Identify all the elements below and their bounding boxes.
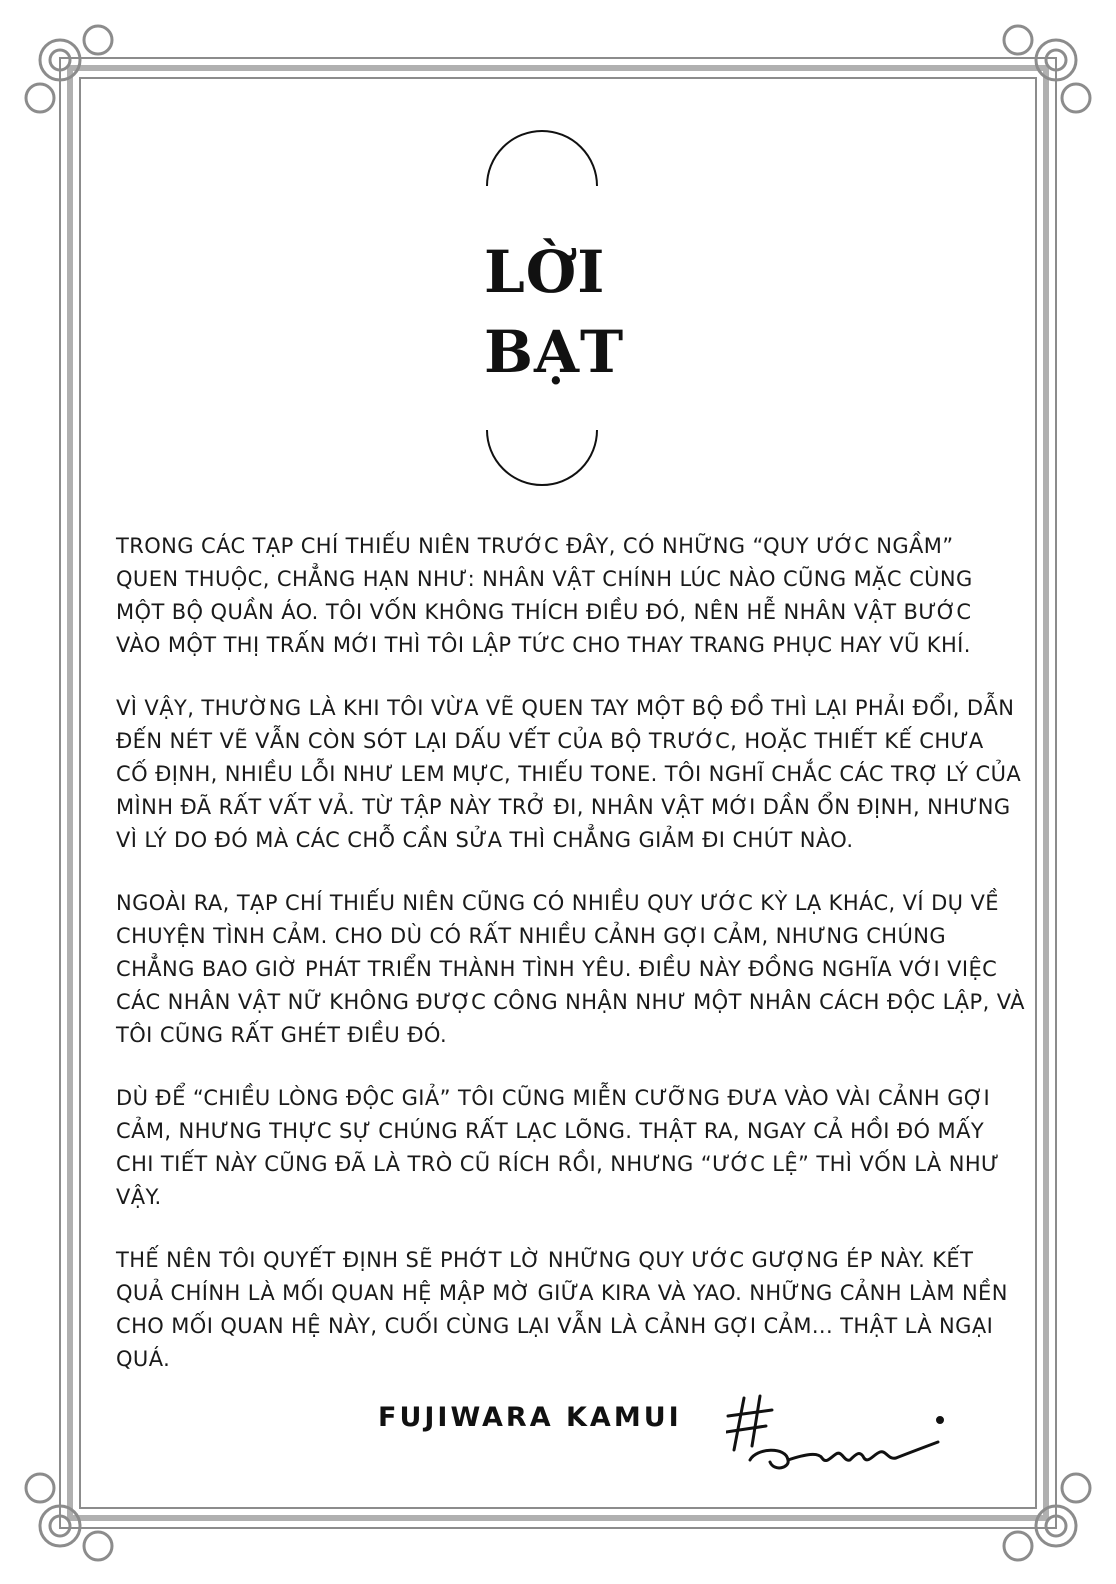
text-line: QUÁ.	[116, 1347, 171, 1371]
text-line: CHI TIẾT NÀY CŨNG ĐÃ LÀ TRÒ CŨ RÍCH RỒI, NHƯNG “ƯỚC LỆ” THÌ VỐN LÀ NHƯ	[116, 1152, 1000, 1176]
paragraph	[116, 887, 1025, 1052]
title-arc-bottom	[484, 428, 600, 488]
text-line: TÔI CŨNG RẤT GHÉT ĐIỀU ĐÓ.	[116, 1023, 448, 1047]
paragraph	[116, 1082, 1000, 1214]
afterword-body	[116, 530, 1025, 1406]
text-line: CỐ ĐỊNH, NHIỀU LỖI NHƯ LEM MỰC, THIẾU TONE. TÔI NGHĨ CHẮC CÁC TRỢ LÝ CỦA	[116, 762, 1022, 786]
title-arc-top	[484, 128, 600, 188]
text-line: NGOÀI RA, TẠP CHÍ THIẾU NIÊN CŨNG CÓ NHIỀU QUY ƯỚC KỲ LẠ KHÁC, VÍ DỤ VỀ	[116, 891, 999, 915]
text-line: TRONG CÁC TẠP CHÍ THIẾU NIÊN TRƯỚC ĐÂY, CÓ NHỮNG “QUY ƯỚC NGẦM”	[116, 534, 954, 558]
text-line: CHO MỐI QUAN HỆ NÀY, CUỐI CÙNG LẠI VẪN LÀ CẢNH GỢI CẢM... THẬT LÀ NGẠI	[116, 1314, 994, 1338]
text-line: DÙ ĐỂ “CHIỀU LÒNG ĐỘC GIẢ” TÔI CŨNG MIỄN CƯỠNG ĐƯA VÀO VÀI CẢNH GỢI	[116, 1086, 991, 1110]
handwritten-signature	[726, 1388, 956, 1478]
text-line: VÌ VẬY, THƯỜNG LÀ KHI TÔI VỪA VẼ QUEN TAY MỘT BỘ ĐỒ THÌ LẠI PHẢI ĐỔI, DẪN	[116, 696, 1015, 720]
text-line: VÀO MỘT THỊ TRẤN MỚI THÌ TÔI LẬP TỨC CHO THAY TRANG PHỤC HAY VŨ KHÍ.	[116, 633, 971, 657]
author-name: FUJIWARA KAMUI	[378, 1402, 682, 1433]
text-line: VÌ LÝ DO ĐÓ MÀ CÁC CHỖ CẦN SỬA THÌ CHẲNG GIẢM ĐI CHÚT NÀO.	[116, 828, 854, 852]
text-line: QUEN THUỘC, CHẲNG HẠN NHƯ: NHÂN VẬT CHÍNH LÚC NÀO CŨNG MẶC CÙNG	[116, 567, 973, 591]
page-title-line1: LỜI	[484, 238, 606, 306]
page-title-line2: BẠT	[484, 318, 625, 386]
text-line: CHẲNG BAO GIỜ PHÁT TRIỂN THÀNH TÌNH YÊU. ĐIỀU NÀY ĐỒNG NGHĨA VỚI VIỆC	[116, 957, 998, 981]
text-line: CẢM, NHƯNG THỰC SỰ CHÚNG RẤT LẠC LÕNG. THẬT RA, NGAY CẢ HỒI ĐÓ MẤY	[116, 1119, 985, 1143]
paragraph	[116, 1244, 1008, 1376]
text-line: QUẢ CHÍNH LÀ MỐI QUAN HỆ MẬP MỜ GIỮA KIRA VÀ YAO. NHỮNG CẢNH LÀM NỀN	[116, 1281, 1008, 1305]
text-line: CHUYỆN TÌNH CẢM. CHO DÙ CÓ RẤT NHIỀU CẢNH GỢI CẢM, NHƯNG CHÚNG	[116, 924, 947, 948]
text-line: ĐẾN NÉT VẼ VẪN CÒN SÓT LẠI DẤU VẾT CỦA BỘ TRƯỚC, HOẶC THIẾT KẾ CHƯA	[116, 729, 984, 753]
title-block	[484, 128, 625, 488]
text-line: MÌNH ĐÃ RẤT VẤT VẢ. TỪ TẬP NÀY TRỞ ĐI, NHÂN VẬT MỚI DẦN ỔN ĐỊNH, NHƯNG	[116, 795, 1011, 819]
text-line: VẬY.	[116, 1185, 162, 1209]
text-line: CÁC NHÂN VẬT NỮ KHÔNG ĐƯỢC CÔNG NHẬN NHƯ MỘT NHÂN CÁCH ĐỘC LẬP, VÀ	[116, 990, 1025, 1014]
text-line: MỘT BỘ QUẦN ÁO. TÔI VỐN KHÔNG THÍCH ĐIỀU ĐÓ, NÊN HỄ NHÂN VẬT BƯỚC	[116, 600, 972, 624]
paragraph	[116, 692, 1022, 857]
paragraph	[116, 530, 996, 662]
text-line: THẾ NÊN TÔI QUYẾT ĐỊNH SẼ PHỚT LỜ NHỮNG QUY ƯỚC GƯỢNG ÉP NÀY. KẾT	[116, 1248, 974, 1272]
